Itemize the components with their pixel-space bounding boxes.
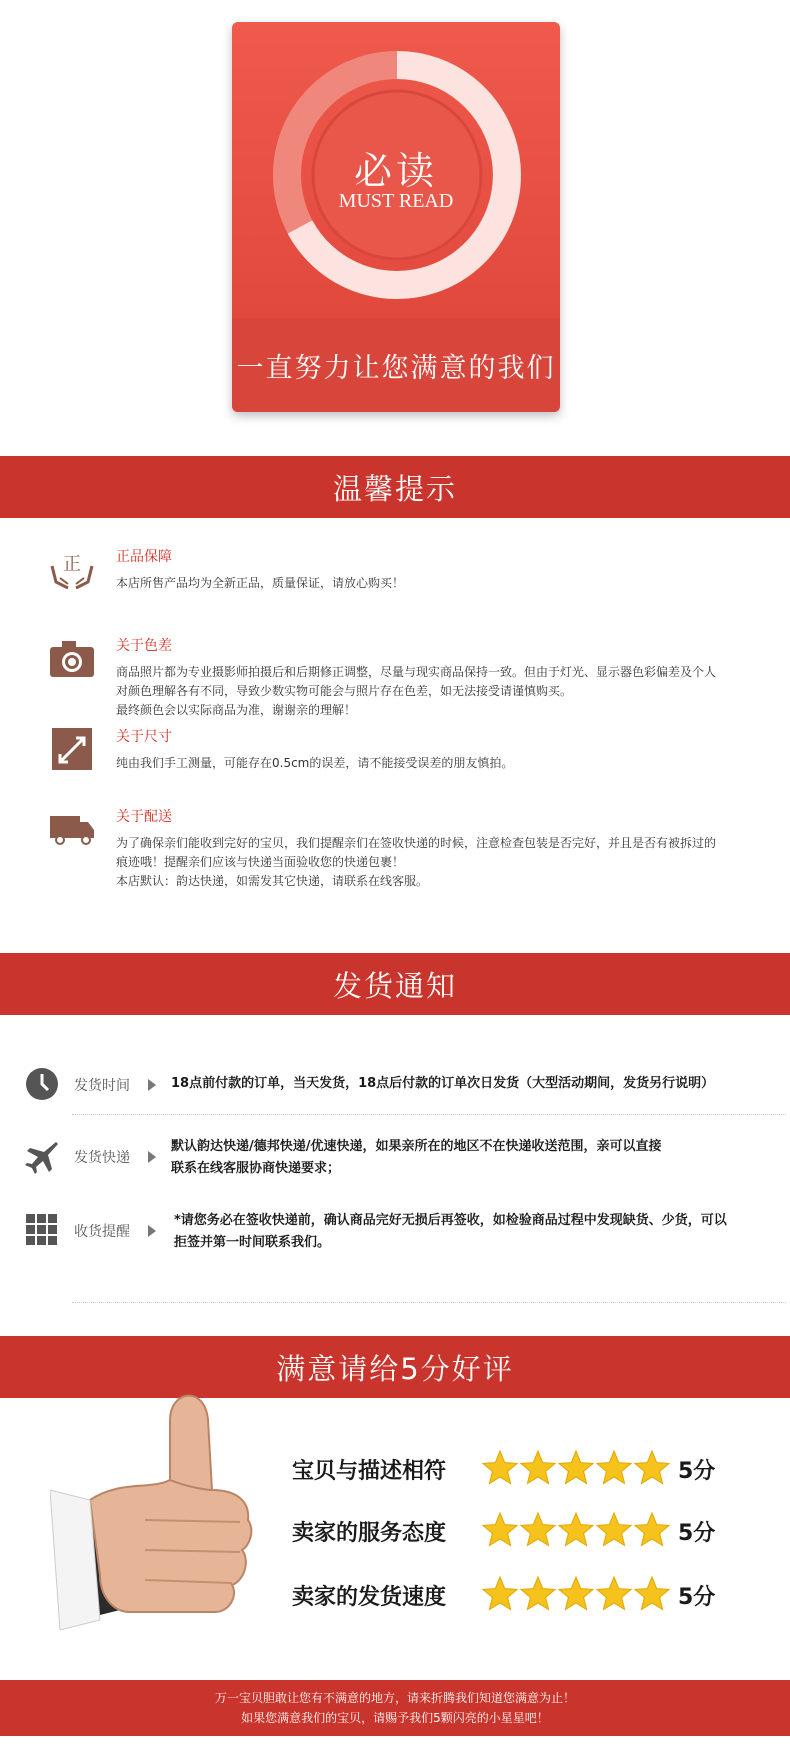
star-icon — [483, 1577, 517, 1610]
star-icon — [483, 1513, 517, 1546]
tip-line: 对颜色理解各有不同，导致少数实物可能会与照片存在色差，如无法接受请谨慎购买。 — [116, 684, 573, 698]
shipping-text: 联系在线客服协商快递要求； — [171, 1161, 341, 1176]
triangle-right-icon — [148, 1079, 156, 1091]
five-star-rating — [480, 1448, 680, 1488]
star-icon — [521, 1577, 555, 1610]
star-icon — [597, 1577, 631, 1610]
section-banner-tips — [0, 456, 790, 518]
rating-label: 宝贝与描述相符 — [292, 1459, 447, 1484]
rating-row — [292, 1574, 762, 1614]
five-star-rating — [480, 1574, 680, 1614]
tip-title: 关于尺寸 — [116, 729, 172, 745]
svg-text:正: 正 — [63, 554, 81, 575]
star-icon — [521, 1513, 555, 1546]
footer-line: 万一宝贝胆敢让您有不满意的地方，请来折腾我们知道您满意为止！ — [214, 1691, 575, 1705]
tip-line: 痕迹哦！提醒亲们应该与快递当面验收您的快递包裹！ — [116, 855, 405, 869]
hero-title: 必读 — [353, 149, 438, 193]
rating-label: 卖家的服务态度 — [292, 1521, 447, 1546]
hero-subtitle: MUST READ — [338, 190, 454, 212]
section-banner-shipping — [0, 953, 790, 1015]
grid-icon — [24, 1212, 60, 1248]
star-icon — [635, 1513, 669, 1546]
resize-arrow-icon — [48, 728, 96, 772]
clock-icon — [24, 1066, 60, 1102]
star-icon — [483, 1451, 517, 1484]
shipping-text: *请您务必在签收快递前，确认商品完好无损后再签收，如检验商品过程中发现缺货、少货，可以 — [174, 1213, 727, 1228]
genuine-hands-icon — [48, 548, 96, 592]
rating-row — [292, 1510, 762, 1550]
hero-slogan: 一直努力让您满意的我们 — [236, 352, 556, 384]
hero-slogan-band — [232, 318, 560, 412]
section-title: 温馨提示 — [332, 471, 457, 506]
five-star-rating — [480, 1510, 680, 1550]
star-icon — [559, 1451, 593, 1484]
rating-score: 5分 — [678, 1521, 716, 1546]
star-icon — [559, 1513, 593, 1546]
rating-label: 卖家的发货速度 — [292, 1585, 447, 1610]
tip-line: 本店默认：韵达快递，如需发其它快递，请联系在线客服。 — [116, 874, 429, 888]
camera-icon — [48, 637, 96, 681]
star-icon — [635, 1577, 669, 1610]
footer-line: 如果您满意我们的宝贝，请赐予我们5颗闪亮的小星星吧！ — [241, 1711, 549, 1725]
star-icon — [597, 1513, 631, 1546]
divider — [72, 1302, 786, 1303]
truck-icon — [48, 808, 96, 852]
section-title: 满意请给5分好评 — [276, 1351, 514, 1386]
tip-line: 本店所售产品均为全新正品，质量保证，请放心购买！ — [116, 576, 405, 590]
thumbs-up-hand-image — [50, 1380, 270, 1630]
tip-line: 最终颜色会以实际商品为准，谢谢亲的理解！ — [116, 703, 357, 717]
rating-row — [292, 1448, 762, 1488]
shipping-text: 默认韵达快递/德邦快递/优速快递，如果亲所在的地区不在快递收送范围，亲可以直接 — [171, 1139, 662, 1154]
star-icon — [597, 1451, 631, 1484]
footer-banner — [0, 1680, 790, 1736]
divider — [72, 1114, 786, 1115]
shipping-text: 18点前付款的订单，当天发货，18点后付款的订单次日发货（大型活动期间，发货另行说明） — [171, 1076, 715, 1091]
tip-line: 商品照片都为专业摄影师拍摄后和后期修正调整，尽量与现实商品保持一致。但由于灯光、显示器色彩偏差及个人 — [116, 665, 717, 679]
tip-line: 为了确保亲们能收到完好的宝贝，我们提醒亲们在签收快递的时候，注意检查包装是否完好，并且是否有被拆过的 — [116, 836, 717, 850]
airplane-icon — [24, 1138, 60, 1174]
tip-title: 关于色差 — [116, 638, 172, 654]
tip-line: 纯由我们手工测量，可能存在0.5cm的误差，请不能接受误差的朋友慎拍。 — [116, 756, 514, 770]
shipping-label: 收货提醒 — [74, 1224, 130, 1240]
star-icon — [521, 1451, 555, 1484]
tip-title: 关于配送 — [116, 809, 172, 825]
star-icon — [559, 1577, 593, 1610]
shipping-text: 拒签并第一时间联系我们。 — [174, 1235, 331, 1250]
star-icon — [635, 1451, 669, 1484]
tip-title: 正品保障 — [116, 549, 172, 565]
rating-score: 5分 — [678, 1459, 716, 1484]
must-read-hero — [232, 22, 560, 412]
triangle-right-icon — [148, 1151, 156, 1163]
rating-score: 5分 — [678, 1585, 716, 1610]
triangle-right-icon — [148, 1225, 156, 1237]
shipping-label: 发货快递 — [74, 1150, 130, 1166]
section-title: 发货通知 — [332, 968, 457, 1003]
shipping-label: 发货时间 — [74, 1078, 130, 1094]
